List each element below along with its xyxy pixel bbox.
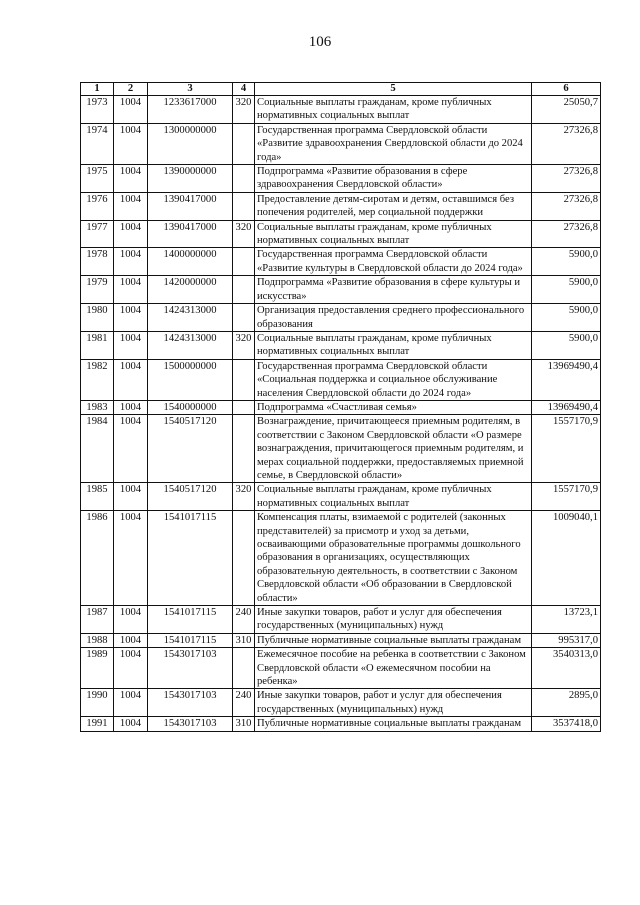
target-article-code: 1424313000 [148, 331, 233, 359]
expense-type-code [233, 415, 255, 483]
table-row [81, 248, 601, 276]
item-name: Социальные выплаты гражданам, кроме публичных нормативных социальных выплат [255, 96, 532, 124]
row-number: 1981 [81, 331, 114, 359]
table-row [81, 331, 601, 359]
expense-type-code: 240 [233, 606, 255, 634]
section-code: 1004 [114, 689, 148, 717]
expense-type-code: 320 [233, 483, 255, 511]
table-row [81, 220, 601, 248]
row-number: 1976 [81, 192, 114, 220]
amount: 3540313,0 [532, 648, 601, 689]
expense-type-code: 320 [233, 96, 255, 124]
expense-type-code [233, 248, 255, 276]
row-number: 1973 [81, 96, 114, 124]
row-number: 1983 [81, 400, 114, 414]
table-row [81, 415, 601, 483]
table-row [81, 192, 601, 220]
item-name: Публичные нормативные социальные выплаты гражданам [255, 633, 532, 647]
table-row [81, 123, 601, 164]
item-name: Иные закупки товаров, работ и услуг для обеспечения государственных (муниципальных) нужд [255, 606, 532, 634]
section-code: 1004 [114, 331, 148, 359]
row-number: 1980 [81, 304, 114, 332]
amount: 3537418,0 [532, 717, 601, 731]
amount: 1557170,9 [532, 483, 601, 511]
section-code: 1004 [114, 359, 148, 400]
expense-type-code: 310 [233, 633, 255, 647]
amount: 13723,1 [532, 606, 601, 634]
row-number: 1979 [81, 276, 114, 304]
target-article-code: 1390000000 [148, 165, 233, 193]
item-name: Социальные выплаты гражданам, кроме публичных нормативных социальных выплат [255, 331, 532, 359]
row-number: 1991 [81, 717, 114, 731]
page-number: 106 [308, 34, 332, 50]
table-header-row [81, 83, 601, 96]
table-row [81, 633, 601, 647]
row-number: 1977 [81, 220, 114, 248]
item-name: Подпрограмма «Развитие образования в сфере культуры и искусства» [255, 276, 532, 304]
row-number: 1975 [81, 165, 114, 193]
target-article-code: 1424313000 [148, 304, 233, 332]
target-article-code: 1540517120 [148, 415, 233, 483]
amount: 13969490,4 [532, 359, 601, 400]
item-name: Публичные нормативные социальные выплаты гражданам [255, 717, 532, 731]
item-name: Вознаграждение, причитающееся приемным родителям, в соответствии с Законом Свердловской области «О размере вознаграждения, причитающегося приемным родителям, и мерах социальной поддержки, предоставляемых приемной семье, в Свердловской области» [255, 415, 532, 483]
item-name: Ежемесячное пособие на ребенка в соответствии с Законом Свердловской области «О ежемесячном пособии на ребенка» [255, 648, 532, 689]
row-number: 1989 [81, 648, 114, 689]
section-code: 1004 [114, 96, 148, 124]
item-name: Иные закупки товаров, работ и услуг для обеспечения государственных (муниципальных) нужд [255, 689, 532, 717]
target-article-code: 1543017103 [148, 648, 233, 689]
expense-type-code [233, 648, 255, 689]
target-article-code: 1420000000 [148, 276, 233, 304]
item-name: Государственная программа Свердловской области «Социальная поддержка и социальное обслуживание населения Свердловской области до 2024 года» [255, 359, 532, 400]
expense-type-code [233, 304, 255, 332]
item-name: Подпрограмма «Развитие образования в сфере здравоохранения Свердловской области» [255, 165, 532, 193]
expense-type-code [233, 359, 255, 400]
section-code: 1004 [114, 483, 148, 511]
amount: 27326,8 [532, 123, 601, 164]
row-number: 1986 [81, 511, 114, 606]
expense-type-code: 310 [233, 717, 255, 731]
expense-type-code: 240 [233, 689, 255, 717]
table-row [81, 648, 601, 689]
row-number: 1974 [81, 123, 114, 164]
target-article-code: 1390417000 [148, 192, 233, 220]
section-code: 1004 [114, 717, 148, 731]
expense-type-code: 320 [233, 220, 255, 248]
column-header-name: 5 [255, 83, 532, 96]
table-row [81, 606, 601, 634]
target-article-code: 1543017103 [148, 717, 233, 731]
target-article-code: 1233617000 [148, 96, 233, 124]
table-row [81, 717, 601, 731]
row-number: 1990 [81, 689, 114, 717]
column-header-section: 2 [114, 83, 148, 96]
item-name: Компенсация платы, взимаемой с родителей (законных представителей) за присмотр и уход за детьми, осваивающими образовательные программы дошкольного образования в организациях, осуществляющих образовательную деятельность, в соответствии с Законом Свердловской области «Об образовании в Свердловской области» [255, 511, 532, 606]
section-code: 1004 [114, 123, 148, 164]
amount: 27326,8 [532, 220, 601, 248]
expense-type-code [233, 165, 255, 193]
row-number: 1982 [81, 359, 114, 400]
amount: 27326,8 [532, 192, 601, 220]
section-code: 1004 [114, 606, 148, 634]
target-article-code: 1500000000 [148, 359, 233, 400]
column-header-csr: 3 [148, 83, 233, 96]
target-article-code: 1400000000 [148, 248, 233, 276]
table-row [81, 165, 601, 193]
table-row [81, 276, 601, 304]
amount: 2895,0 [532, 689, 601, 717]
table-row [81, 400, 601, 414]
expense-type-code [233, 400, 255, 414]
target-article-code: 1543017103 [148, 689, 233, 717]
expense-type-code [233, 276, 255, 304]
section-code: 1004 [114, 633, 148, 647]
target-article-code: 1540517120 [148, 483, 233, 511]
expense-type-code [233, 123, 255, 164]
section-code: 1004 [114, 415, 148, 483]
table-row [81, 359, 601, 400]
target-article-code: 1300000000 [148, 123, 233, 164]
table-row [81, 689, 601, 717]
column-header-sum: 6 [532, 83, 601, 96]
section-code: 1004 [114, 511, 148, 606]
amount: 995317,0 [532, 633, 601, 647]
row-number: 1988 [81, 633, 114, 647]
amount: 1557170,9 [532, 415, 601, 483]
row-number: 1984 [81, 415, 114, 483]
section-code: 1004 [114, 165, 148, 193]
item-name: Подпрограмма «Счастливая семья» [255, 400, 532, 414]
amount: 5900,0 [532, 248, 601, 276]
target-article-code: 1540000000 [148, 400, 233, 414]
target-article-code: 1541017115 [148, 511, 233, 606]
section-code: 1004 [114, 400, 148, 414]
target-article-code: 1390417000 [148, 220, 233, 248]
amount: 5900,0 [532, 331, 601, 359]
item-name: Социальные выплаты гражданам, кроме публичных нормативных социальных выплат [255, 220, 532, 248]
section-code: 1004 [114, 192, 148, 220]
item-name: Государственная программа Свердловской области «Развитие культуры в Свердловской области до 2024 года» [255, 248, 532, 276]
target-article-code: 1541017115 [148, 606, 233, 634]
table-row [81, 511, 601, 606]
item-name: Предоставление детям-сиротам и детям, оставшимся без попечения родителей, мер социальной поддержки [255, 192, 532, 220]
row-number: 1985 [81, 483, 114, 511]
expense-type-code [233, 192, 255, 220]
row-number: 1987 [81, 606, 114, 634]
column-header-type: 4 [233, 83, 255, 96]
target-article-code: 1541017115 [148, 633, 233, 647]
amount: 13969490,4 [532, 400, 601, 414]
row-number: 1978 [81, 248, 114, 276]
section-code: 1004 [114, 648, 148, 689]
table-row [81, 483, 601, 511]
item-name: Государственная программа Свердловской области «Развитие здравоохранения Свердловской области до 2024 года» [255, 123, 532, 164]
section-code: 1004 [114, 304, 148, 332]
item-name: Социальные выплаты гражданам, кроме публичных нормативных социальных выплат [255, 483, 532, 511]
section-code: 1004 [114, 276, 148, 304]
section-code: 1004 [114, 220, 148, 248]
expense-type-code [233, 511, 255, 606]
amount: 5900,0 [532, 276, 601, 304]
expense-type-code: 320 [233, 331, 255, 359]
budget-table [80, 82, 601, 732]
amount: 25050,7 [532, 96, 601, 124]
table-row [81, 96, 601, 124]
amount: 1009040,1 [532, 511, 601, 606]
amount: 27326,8 [532, 165, 601, 193]
amount: 5900,0 [532, 304, 601, 332]
column-header-num: 1 [81, 83, 114, 96]
table-row [81, 304, 601, 332]
item-name: Организация предоставления среднего профессионального образования [255, 304, 532, 332]
section-code: 1004 [114, 248, 148, 276]
